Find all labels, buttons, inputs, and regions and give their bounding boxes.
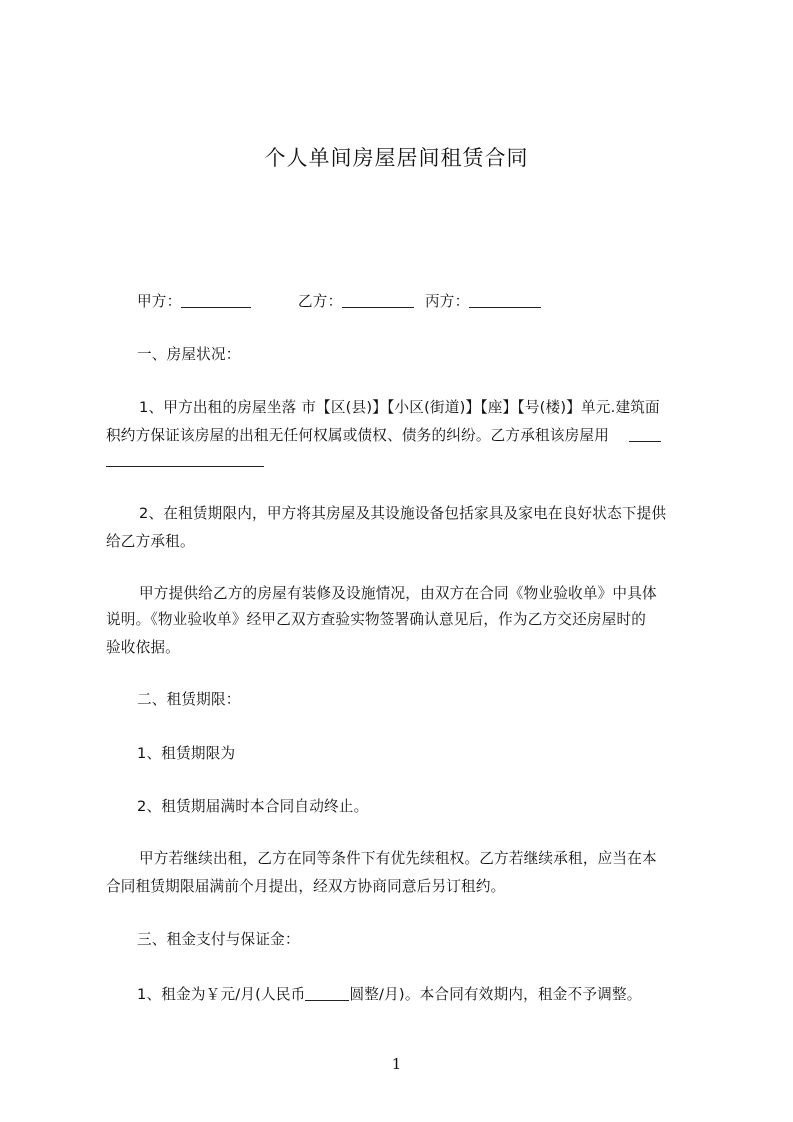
s1-p2-line1: 2、在租赁期限内，甲方将其房屋及其设施设备包括家具及家电在良好状态下提供 [139,505,667,522]
s3-item1-part1: 1、租金为￥元/月(人民币 [137,986,306,1003]
party-c-field [425,292,541,312]
party-b-label: 乙方： [298,293,343,310]
party-c-blank [469,293,541,308]
party-a-field [137,292,251,312]
s3-item1-part2: 圆整/月)。本合同有效期内，租金不予调整。 [349,986,642,1003]
usage-blank-continuation [106,466,264,467]
document-title: 个人单间房屋居间租赁合同 [264,146,529,170]
s2-p3-line1: 甲方若继续出租，乙方在同等条件下有优先续租权。乙方若继续承租，应当在本 [139,850,657,867]
s1-p3-line1: 甲方提供给乙方的房屋有装修及设施情况，由双方在合同《物业验收单》中具体 [139,585,657,602]
party-b-field [298,292,414,312]
s1-p1-line2 [106,426,661,446]
s2-item1: 1、租赁期限为 [137,745,236,762]
s2-p3-line2: 合同租赁期限届满前个月提出，经双方协商同意后另订租约。 [106,878,506,895]
party-c-label: 丙方： [425,293,470,310]
section-1-heading: 一、房屋状况： [137,346,241,363]
s1-p3-line2: 说明。《物业验收单》经甲乙双方查验实物签署确认意见后，作为乙方交还房屋时的 [106,611,647,628]
s1-p2-line2: 给乙方承租。 [106,533,195,550]
party-a-label: 甲方： [137,293,182,310]
page-number: 1 [391,1055,402,1073]
party-b-blank [342,293,414,308]
s2-item2: 2、租赁期届满时本合同自动终止。 [137,798,369,815]
usage-blank [629,427,661,442]
section-3-heading: 三、租金支付与保证金： [137,931,300,948]
rmb-amount-blank [305,986,349,1001]
s1-p1-line1: 1、甲方出租的房屋坐落 市【区(县)】【小区(街道)】【座】【号(楼)】单元.建筑面 [139,399,660,416]
party-a-blank [181,293,251,308]
s3-item1 [137,985,642,1005]
s1-p1-line2-text: 积约方保证该房屋的出租无任何权属或债权、债务的纠纷。乙方承租该房屋用 [106,427,609,444]
section-2-heading: 二、租赁期限： [137,691,241,708]
s1-p3-line3: 验收依据。 [106,639,180,656]
